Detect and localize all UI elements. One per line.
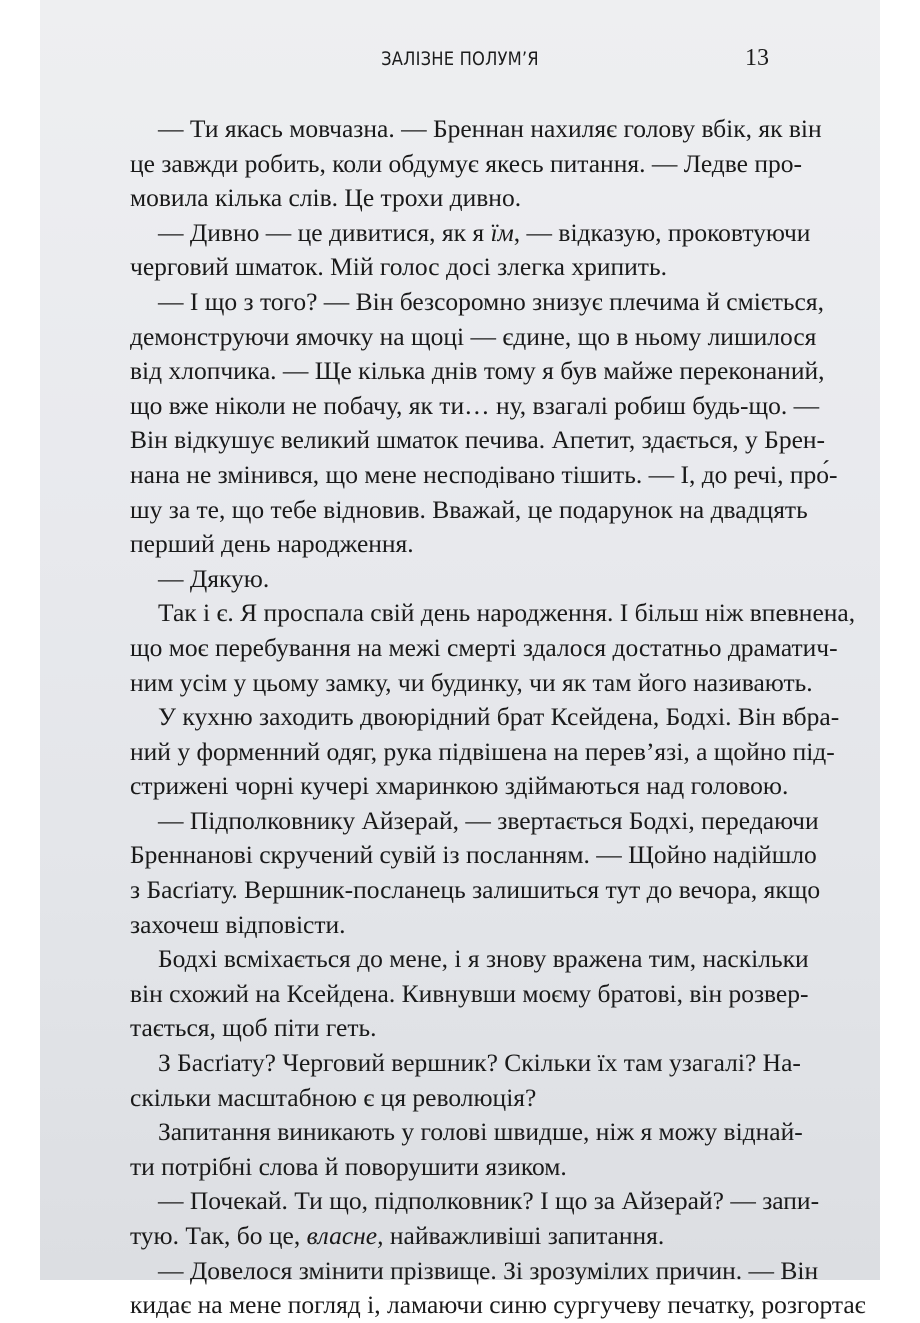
paragraph: [130, 1046, 801, 1115]
paragraph: [130, 1115, 803, 1184]
running-head: [40, 44, 880, 80]
text-line: Бреннанові скручений сувій із посланням. — Щойно надійшло: [130, 840, 817, 870]
text-line: З Басґіату? Черговий вершник? Скільки їх там узагалі? На-: [158, 1048, 801, 1078]
page-number: 13: [745, 45, 769, 71]
text-line: ним усім у цьому замку, чи будинку, чи як там його називають.: [130, 667, 813, 697]
text-line: ний у форменний одяг, рука підвішена на перев’язі, а щойно під-: [130, 736, 835, 766]
paragraph: [130, 1254, 866, 1323]
text-line: — Підполковнику Айзерай, — звертається Бодхі, передаючи: [158, 805, 819, 835]
text-line: кидає на мене погляд і, ламаючи синю сургучеву печатку, розгортає: [130, 1290, 866, 1320]
text-line: — Почекай. Ти що, підполковник? І що за Айзерай? — запи-: [158, 1186, 820, 1216]
book-title: ЗАЛІЗНЕ ПОЛУМ’Я: [381, 48, 539, 70]
text-line: що моє перебування на межі смерті здалося достатньо драматич-: [130, 632, 838, 662]
text-line: нана не змінився, що мене несподівано тішить. — І, до речі, про́-: [130, 459, 838, 489]
text-line: — І що з того? — Він безсоромно знизує плечима й сміється,: [158, 286, 824, 316]
text-line: Так і є. Я проспала свій день народження. І більш ніж впевнена,: [158, 598, 856, 628]
text-line: він схожий на Ксейдена. Кивнувши моєму братові, він розвер-: [130, 978, 809, 1008]
paragraph: [130, 112, 822, 216]
paragraph: [130, 700, 840, 804]
text-line: з Басґіату. Вершник-посланець залишиться тут до вечора, якщо: [130, 875, 821, 905]
italic-emphasis: їм: [490, 217, 514, 247]
text-line: демонструючи ямочку на щоці — єдине, що в ньому лишилося: [130, 321, 817, 351]
text-line: що вже ніколи не побачу, як ти… ну, взагалі робиш будь-що. —: [130, 390, 820, 420]
paragraph: [130, 596, 856, 700]
paragraph: [130, 216, 811, 285]
text-line: скільки масштабною є ця революція?: [130, 1082, 537, 1112]
text-line: перший день народження.: [130, 529, 414, 559]
text-line: — Ти якась мовчазна. — Бреннан нахиляє голову вбік, як він: [158, 114, 822, 143]
text-line: захочеш відповісти.: [130, 909, 346, 939]
text-line: — Дивно — це дивитися, як я їм, — відказую, проковтуючи: [158, 217, 811, 247]
text-line: Бодхі всміхається до мене, і я знову вражена тим, наскільки: [158, 944, 809, 974]
text-line: мовила кілька слів. Це трохи дивно.: [130, 183, 522, 213]
text-line: стрижені чорні кучері хмаринкою здіймаються над головою.: [130, 771, 789, 801]
text-line: Запитання виникають у голові швидше, ніж я можу віднай-: [158, 1117, 803, 1147]
text-line: — Дякую.: [158, 563, 270, 593]
text-line: — Довелося змінити прізвище. Зі зрозумілих причин. — Він: [158, 1255, 819, 1285]
text-line: Він відкушує великий шматок печива. Апетит, здається, у Брен-: [130, 425, 826, 455]
text-line: це завжди робить, коли обдумує якесь питання. — Ледве про-: [130, 148, 803, 178]
paragraph: [130, 804, 821, 942]
text-line: тую. Так, бо це, власне, найважливіші запитання.: [130, 1221, 665, 1250]
text-line: ти потрібні слова й поворушити язиком.: [130, 1151, 567, 1181]
text-line: черговий шматок. Мій голос досі злегка хрипить.: [130, 252, 667, 282]
text-line: шу за те, що тебе відновив. Вважай, це подарунок на двадцять: [130, 494, 808, 524]
text-line: тається, щоб піти геть.: [130, 1013, 377, 1043]
body-text: [130, 112, 866, 1323]
paragraph: [130, 942, 809, 1046]
text-line: У кухню заходить двоюрідний брат Ксейдена, Бодхі. Він вбра-: [158, 702, 840, 732]
text-line: від хлопчика. — Ще кілька днів тому я був майже переконаний,: [130, 356, 825, 386]
italic-emphasis: власне,: [306, 1221, 384, 1250]
paragraph: [130, 562, 788, 597]
paragraph: [130, 285, 838, 562]
book-page: [40, 0, 880, 1320]
paragraph: [130, 1184, 820, 1253]
